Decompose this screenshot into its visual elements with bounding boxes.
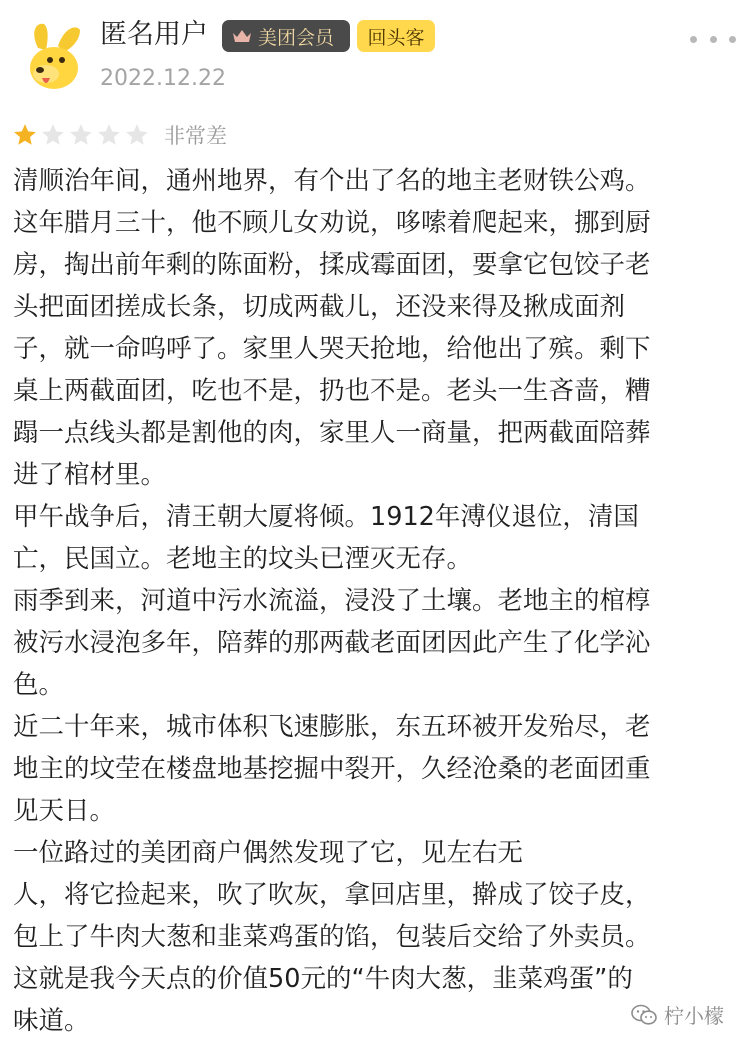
star-empty-icon [68,122,94,148]
review-line: 这就是我今天点的价值50元的“牛肉大葱，韭菜鸡蛋”的 [13,964,633,994]
review-line: 味道。 [13,1006,90,1036]
review-line: 子，就一命呜呼了。家里人哭天抢地，给他出了殡。剩下 [13,334,651,364]
star-filled-icon [12,122,38,148]
review-line: 近二十年来，城市体积飞速膨胀，东五环被开发殆尽，老 [13,712,651,742]
review-line: 人，将它捡起来，吹了吹灰，拿回店里，擀成了饺子皮， [13,880,651,910]
star-empty-icon [40,122,66,148]
star-empty-icon [96,122,122,148]
vip-badge[interactable] [222,20,350,52]
review-line: 见天日。 [13,796,116,826]
review-line: 亡，民国立。老地主的坟头已湮灭无存。 [13,544,473,574]
review-line: 被污水浸泡多年，陪葬的那两截老面团因此产生了化学沁 [13,628,651,658]
review-line: 这年腊月三十，他不顾儿女劝说，哆嗦着爬起来，挪到厨 [13,208,651,238]
review-line: 包上了牛肉大葱和韭菜鸡蛋的馅，包装后交给了外卖员。 [13,922,651,952]
watermark [630,1000,724,1029]
review-line: 地主的坟茔在楼盘地基挖掘中裂开，久经沧桑的老面团重 [13,754,651,784]
star-rating [12,122,150,148]
username[interactable]: 匿名用户 [100,19,208,50]
review-line: 头把面团搓成长条，切成两截儿，还没来得及揪成面剂 [13,292,626,322]
vip-badge-label: 美团会员 [258,26,335,49]
crown-icon [232,29,252,43]
review-line: 桌上两截面团，吃也不是，扔也不是。老头一生吝啬，糟 [13,376,651,406]
return-customer-badge: 回头客 [357,20,435,52]
wechat-icon [630,1003,658,1027]
more-dot-icon [710,36,717,43]
review-line: 蹋一点线头都是割他的肉，家里人一商量，把两截面陪葬 [13,418,651,448]
watermark-text: 柠小檬 [664,1004,724,1028]
review-line: 雨季到来，河道中污水流溢，浸没了土壤。老地主的棺椁 [13,586,651,616]
avatar[interactable] [16,18,86,94]
star-empty-icon [124,122,150,148]
review-line: 甲午战争后，清王朝大厦将倾。1912年溥仪退位，清国 [13,502,639,532]
review-line: 清顺治年间，通州地界，有个出了名的地主老财铁公鸡。 [13,166,651,196]
review-line: 进了棺材里。 [13,460,167,490]
review-line: 色。 [13,670,65,700]
review-text [13,160,725,1042]
more-dot-icon [690,36,697,43]
rating-label: 非常差 [164,124,227,148]
more-dot-icon [729,36,736,43]
review-date: 2022.12.22 [100,66,226,91]
more-options-button[interactable] [690,28,736,50]
review-line: 房，掏出前年剩的陈面粉，揉成霉面团，要拿它包饺子老 [13,250,651,280]
review-line: 一位路过的美团商户偶然发现了它，见左右无 [13,838,524,868]
